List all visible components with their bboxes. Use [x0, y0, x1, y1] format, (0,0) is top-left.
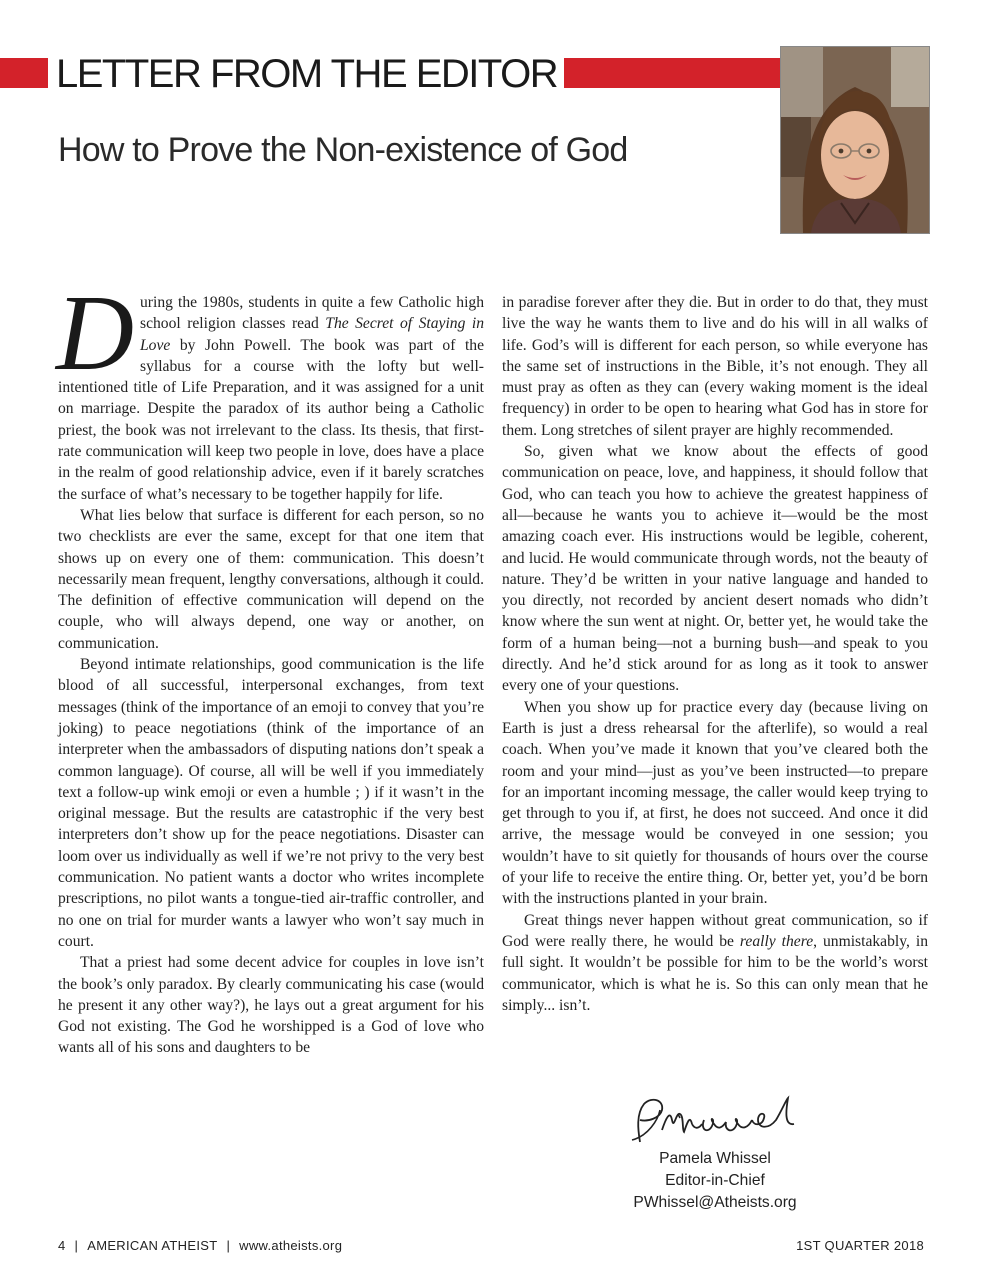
paragraph-7-lead: Great things never happen without great communication, so if God were really there, he would be: [502, 911, 928, 950]
paragraph-7-emphasis: really there: [739, 932, 814, 950]
section-title: LETTER FROM THE EDITOR: [56, 52, 558, 96]
issue-label: 1ST QUARTER 2018: [796, 1238, 924, 1253]
article-paragraph-5: So, given what we know about the effects of good communication on peace, love, and happiness, it should follow that God, who can teach you how to achieve the greatest happiness of all—because he wants you to achieve it—would be the most amazing coach ever. His instructions would be legible, coherent, and lucid. He would communicate through words, not the beauty of nature. They’d be written in your native language and handed to you directly, not recorded by ancient desert nomads who didn’t know where the sun went at night. Or, better yet, he would take the form of a human being—not a burning bush—and speak to you directly. And he’d stick around for as long as it took to answer every one of your questions.: [502, 443, 928, 695]
drop-cap: D: [56, 274, 134, 393]
editor-email: PWhissel@Atheists.org: [633, 1194, 797, 1211]
article-paragraph-2: What lies below that surface is different for each person, so no two checklists are ever the same, except for that one item that shows up on every one of them: communication. This doesn’t necessarily mean frequent, lengthy conversations, although it could. The definition of effective communication will depend on the couple, who will always depend, one way or another, on communication.: [58, 506, 484, 652]
footer-left: [58, 1238, 342, 1253]
footer-separator: |: [226, 1238, 231, 1253]
editor-role: Editor-in-Chief: [665, 1172, 765, 1189]
signature-block: [600, 1148, 830, 1214]
paragraph-1-lead: uring the 1980s, students in quite a few Catholic high school religion classes read: [140, 294, 484, 333]
article-column-right: [502, 292, 928, 1016]
article-paragraph-7: [502, 910, 928, 1016]
article-title: How to Prove the Non-existence of God: [58, 131, 628, 169]
handwritten-signature: [618, 1090, 808, 1152]
article-paragraph-6: When you show up for practice every day (because living on Earth is just a dress rehearsal for the afterlife), so would a real coach. When you’ve made it known that you’ve cleared both the room and your mind—just as you’ve been instructed—to prepare for an important incoming message, the caller would keep trying to get through to you if, at first, he does not succeed. And once it did arrive, the message would be conveyed in one session; you wouldn’t have to sit quietly for thousands of hours over the course of your life to receive the entire thing. Or, better yet, you’d be born with the instructions planted in your brain.: [502, 698, 928, 908]
book-title: The Secret of Staying in Love: [140, 315, 484, 354]
footer-separator: |: [74, 1238, 79, 1253]
article-paragraph-4-continued: in paradise forever after they die. But in order to do that, they must live the way he wants them to live and do his will in all walks of life. God’s will is different for each person, so while everyone has the same set of instructions in the Bible, it’s not enough. They all must pray as often as they can (every waking moment is the ideal frequency) in order to be open to hearing what God has in store for them. Long stretches of silent prayer are highly recommended.: [502, 294, 928, 439]
paragraph-1-rest: by John Powell. The book was part of the syllabus for a course with the lofty but well-intentioned title of Life Preparation, and it was assigned for a unit on marriage. Despite the paradox of its author being a Catholic priest, the book was not irrelevant to the class. Its thesis, that first-rate communication will keep two people in love, does have a place in the realm of good relationship advice, even if it barely scratches the surface of what’s necessary to be together happily for life.: [58, 336, 484, 503]
editor-portrait: [780, 46, 930, 234]
editor-name: Pamela Whissel: [659, 1150, 771, 1167]
header-accent-bar-right: [564, 58, 780, 88]
publication-name: AMERICAN ATHEIST: [87, 1238, 218, 1253]
article-paragraph-4: That a priest had some decent advice for couples in love isn’t the book’s only paradox. By clearly communicating his case (would he present it any other way?), he lays out a great argument for his God not existing. The God he worshipped is a God of love who wants all of his sons and daughters to be: [58, 954, 484, 1057]
article-paragraph-1: [56, 274, 484, 505]
header-accent-bar-left: [0, 58, 48, 88]
article-paragraph-3: Beyond intimate relationships, good communication is the life blood of all successful, interpersonal exchanges, from text messages (think of the importance of an emoji to convey that you’re joking) to peace negotiations (think of the importance of an interpreter when the ambassadors of disputing nations don’t speak a common language). Of course, all will be well if you immediately text a follow-up wink emoji or even a humble ; ) if it wasn’t in the original message. But the results are catastrophic if the very best interpreters don’t show up for the peace negotiations. Disaster can loom over us individually as well if we’re not privy to the very best communication. No patient wants a doctor who writes incomplete prescriptions, no pilot wants a tongue-tied air-traffic controller, and no one on trial for murder wants a lawyer who won’t say much in court.: [58, 656, 484, 950]
article-column-left: [56, 274, 484, 1059]
editor-portrait-image: [781, 47, 929, 233]
page-number: 4: [58, 1238, 66, 1253]
website-link[interactable]: www.atheists.org: [239, 1238, 343, 1253]
paragraph-7-rest: , unmistakably, in full sight. It wouldn’t be possible for him to be the world’s worst communicator, which is what he is. So this can only mean that he simply... isn’t.: [502, 932, 929, 1014]
